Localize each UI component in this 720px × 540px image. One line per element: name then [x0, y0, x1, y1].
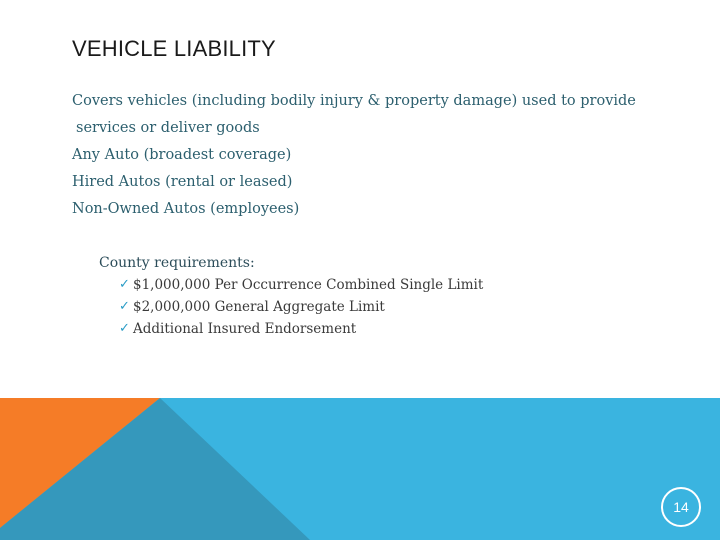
body-line: Any Auto (broadest coverage) [72, 147, 292, 163]
list-item-text: Additional Insured Endorsement [133, 321, 357, 337]
list-item [99, 318, 483, 340]
requirements-list [99, 252, 483, 340]
page-number: 14 [661, 487, 701, 527]
list-item-text: $1,000,000 Per Occurrence Combined Single Limit [133, 277, 484, 293]
check-icon: ✓ [119, 277, 130, 292]
list-item [99, 296, 483, 318]
body-line: Non-Owned Autos (employees) [72, 201, 300, 217]
slide-title: VEHICLE LIABILITY [72, 36, 276, 61]
slide-body [72, 88, 692, 223]
list-item-text: $2,000,000 General Aggregate Limit [133, 299, 385, 315]
requirements-heading: County requirements: [99, 255, 255, 271]
body-line: Covers vehicles (including bodily injury & property damage) used to provide [72, 93, 636, 109]
decorative-footer [0, 398, 720, 540]
body-line: services or deliver goods [76, 120, 260, 136]
check-icon: ✓ [119, 321, 130, 336]
body-line: Hired Autos (rental or leased) [72, 174, 293, 190]
list-item [99, 274, 483, 296]
check-icon: ✓ [119, 299, 130, 314]
